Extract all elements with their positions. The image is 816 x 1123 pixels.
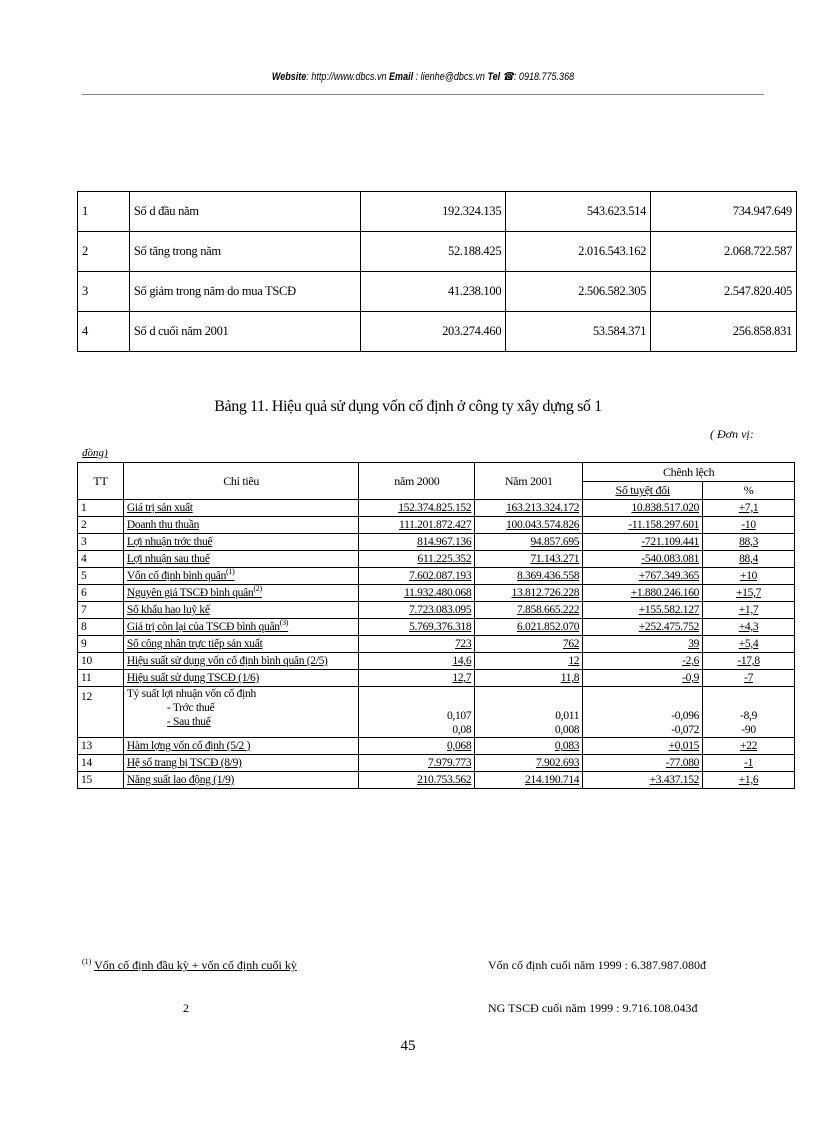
value-percent-diff: -7 — [703, 670, 795, 687]
email-value[interactable]: : lienhe@dbcs.vn — [415, 71, 485, 83]
row-indicator — [123, 500, 359, 517]
value-2001: 214.190.714 — [475, 772, 583, 789]
footnote-mark: (1) — [82, 957, 92, 966]
col-header-indicator: Chỉ tiêu — [123, 463, 359, 500]
value-percent-diff: +15,7 — [703, 585, 795, 602]
row-indicator — [123, 517, 359, 534]
col-header-2001: Năm 2001 — [475, 463, 583, 500]
row-indicator — [123, 551, 359, 568]
row-indicator — [123, 687, 359, 738]
value-2000: 210.753.562 — [359, 772, 475, 789]
page-number: 45 — [400, 1038, 416, 1054]
table-row — [78, 568, 795, 585]
value-2001: 7.858.665.222 — [475, 602, 583, 619]
value-absolute-diff: -540.083.081 — [583, 551, 703, 568]
footnote-right-2: NG TSCĐ cuối năm 1999 : 9.716.108.043đ — [488, 1001, 698, 1015]
row-number: 2 — [78, 232, 130, 272]
row-label: Số tăng trong năm — [129, 232, 361, 272]
value-2001: 6.021.852.070 — [475, 619, 583, 636]
cell-value: 203.274.460 — [361, 312, 506, 352]
value-absolute-diff — [583, 687, 703, 738]
col-header-difference: Chênh lệch — [583, 463, 795, 482]
value-absolute-diff: +767.349.365 — [583, 568, 703, 585]
value-2001: 163.213.324.172 — [475, 500, 583, 517]
cell-value: 256.858.831 — [651, 312, 797, 352]
value-2000: 152.374.825.152 — [359, 500, 475, 517]
value-percent-diff — [703, 687, 795, 738]
value-2001: 94.857.695 — [475, 534, 583, 551]
tel-value: : 0918.775.368 — [513, 71, 575, 83]
table-title: Bảng 11. Hiệu quả sử dụng vốn cố định ở công ty xây dựng số 1 — [214, 398, 602, 415]
value-2001 — [475, 687, 583, 738]
value-2001: 71.143.271 — [475, 551, 583, 568]
value-2000: 7.979.773 — [359, 755, 475, 772]
value-2000: 14,6 — [359, 653, 475, 670]
row-number: 5 — [78, 568, 124, 585]
value-2000-before-tax: 0,107 — [446, 710, 472, 722]
row-indicator — [123, 619, 359, 636]
cell-value: 2.016.543.162 — [506, 232, 651, 272]
cell-value: 192.324.135 — [361, 192, 506, 232]
website-value[interactable]: : http://www.dbcs.vn — [306, 71, 387, 83]
cell-value: 53.584.371 — [506, 312, 651, 352]
row-indicator — [123, 568, 359, 585]
value-percent-diff-after-tax: -90 — [741, 724, 756, 736]
table-row — [78, 585, 795, 602]
row-indicator — [123, 653, 359, 670]
table-row — [78, 653, 795, 670]
value-percent-diff: 88,3 — [703, 534, 795, 551]
table-depreciation — [77, 191, 797, 352]
row-label: Số giảm trong năm do mua TSCĐ — [129, 272, 361, 312]
table-row — [78, 312, 797, 352]
row-indicator — [123, 772, 359, 789]
table-row — [78, 687, 795, 738]
value-percent-diff: +22 — [703, 738, 795, 755]
value-2001-before-tax: 0,011 — [555, 710, 580, 722]
value-2000: 5.769.376.318 — [359, 619, 475, 636]
value-percent-diff: -17,8 — [703, 653, 795, 670]
col-header-2000: năm 2000 — [359, 463, 475, 500]
value-absolute-diff: +252.475.752 — [583, 619, 703, 636]
row-number: 2 — [78, 517, 124, 534]
row-number: 13 — [78, 738, 124, 755]
email-label: Email — [389, 71, 414, 83]
value-2001-after-tax: 0,008 — [554, 724, 580, 736]
row-number: 9 — [78, 636, 124, 653]
value-2000: 0,068 — [359, 738, 475, 755]
value-percent-diff: +4,3 — [703, 619, 795, 636]
tel-label: Tel — [487, 71, 501, 83]
indicator-label: Hiệu suất sử dụng vốn cố định bình quân (2/5) — [126, 655, 328, 667]
value-2001: 8.369.436.558 — [475, 568, 583, 585]
value-percent-diff: -1 — [703, 755, 795, 772]
indicator-label: Vốn cố định bình quân — [126, 570, 227, 582]
indicator-label: Năng suất lao động (1/9) — [126, 774, 235, 786]
table-row — [78, 517, 795, 534]
footnote-right-1: Vốn cố định cuối năm 1999 : 6.387.987.080đ — [488, 958, 706, 972]
value-percent-diff: 88,4 — [703, 551, 795, 568]
value-absolute-diff: -721.109.441 — [583, 534, 703, 551]
indicator-label: Giá trị sản xuất — [126, 502, 193, 514]
value-absolute-diff: -2,6 — [583, 653, 703, 670]
table-row — [78, 755, 795, 772]
value-2001: 11,8 — [475, 670, 583, 687]
row-number: 12 — [78, 687, 124, 738]
value-percent-diff: +7,1 — [703, 500, 795, 517]
value-2001: 762 — [475, 636, 583, 653]
cell-value: 734.947.649 — [651, 192, 797, 232]
cell-value: 2.547.820.405 — [651, 272, 797, 312]
indicator-sub-before-tax: - Trớc thuế — [166, 702, 215, 714]
value-2000 — [359, 687, 475, 738]
value-absolute-diff: 10.838.517.020 — [583, 500, 703, 517]
cell-value: 2.068.722.587 — [651, 232, 797, 272]
value-2000: 814.967.136 — [359, 534, 475, 551]
value-absolute-diff: +1.880.246.160 — [583, 585, 703, 602]
row-number: 8 — [78, 619, 124, 636]
indicator-label: Lợi nhuận sau thuế — [126, 553, 210, 565]
footnote-formula — [82, 958, 297, 973]
row-indicator — [123, 534, 359, 551]
value-2000: 11.932.480.068 — [359, 585, 475, 602]
unit-label-continued: đồng) — [82, 447, 108, 459]
row-number: 14 — [78, 755, 124, 772]
row-number: 11 — [78, 670, 124, 687]
indicator-label: Hiệu suất sử dụng TSCĐ (1/6) — [126, 672, 260, 684]
row-number: 15 — [78, 772, 124, 789]
value-2000: 7.723.083.095 — [359, 602, 475, 619]
header-row — [78, 463, 795, 482]
value-absolute-diff-after-tax: -0,072 — [671, 724, 700, 736]
page-header — [143, 70, 702, 83]
row-number: 4 — [78, 551, 124, 568]
cell-value: 41.238.100 — [361, 272, 506, 312]
row-indicator — [123, 670, 359, 687]
value-2001: 13.812.726.228 — [475, 585, 583, 602]
table-row — [78, 772, 795, 789]
footnote-numerator: Vốn cố định đầu kỳ + vốn cố định cuối kỳ — [94, 958, 297, 972]
indicator-label: Số khấu hao luỹ kế — [126, 604, 210, 616]
table-row — [78, 602, 795, 619]
value-percent-diff: +1,6 — [703, 772, 795, 789]
value-percent-diff: +10 — [703, 568, 795, 585]
value-2000-after-tax: 0,08 — [452, 724, 472, 736]
indicator-label: Hàm lợng vốn cố định (5/2 ) — [126, 740, 251, 752]
value-absolute-diff-before-tax: -0,096 — [671, 710, 700, 722]
indicator-label: Doanh thu thuần — [126, 519, 200, 531]
row-number: 4 — [78, 312, 130, 352]
footnote-ref: (1) — [226, 567, 235, 577]
row-number: 1 — [78, 192, 130, 232]
value-absolute-diff: 39 — [583, 636, 703, 653]
value-absolute-diff: +155.582.127 — [583, 602, 703, 619]
table-fixed-capital-efficiency — [77, 462, 795, 789]
footnote-ref: (3) — [279, 618, 289, 628]
value-2001: 7.902.693 — [475, 755, 583, 772]
row-indicator — [123, 738, 359, 755]
col-header-absolute: Số tuyệt đối — [583, 481, 703, 500]
row-number: 3 — [78, 272, 130, 312]
row-number: 10 — [78, 653, 124, 670]
table-row — [78, 738, 795, 755]
table-row — [78, 636, 795, 653]
table-row — [78, 619, 795, 636]
table-row — [78, 670, 795, 687]
value-2000: 7.602.087.193 — [359, 568, 475, 585]
indicator-label: Tỷ suất lợi nhuận vốn cố định — [126, 688, 256, 700]
col-header-percent: % — [703, 481, 795, 500]
row-number: 7 — [78, 602, 124, 619]
value-2001: 0,083 — [475, 738, 583, 755]
indicator-sub-after-tax: - Sau thuế — [166, 716, 211, 728]
value-2000: 723 — [359, 636, 475, 653]
row-indicator — [123, 585, 359, 602]
value-2000: 12,7 — [359, 670, 475, 687]
value-percent-diff-before-tax: -8,9 — [740, 710, 758, 722]
indicator-label: Số công nhân trực tiếp sản xuất — [126, 638, 263, 650]
value-2001: 100.043.574.826 — [475, 517, 583, 534]
row-label: Số d cuối năm 2001 — [129, 312, 361, 352]
cell-value: 543.623.514 — [506, 192, 651, 232]
unit-label: ( Đơn vị: — [710, 427, 754, 441]
cell-value: 52.188.425 — [361, 232, 506, 272]
col-header-tt: TT — [78, 463, 124, 500]
row-number: 6 — [78, 585, 124, 602]
value-absolute-diff: -0,9 — [583, 670, 703, 687]
value-percent-diff: -10 — [703, 517, 795, 534]
website-label: Website — [271, 71, 307, 83]
row-indicator — [123, 636, 359, 653]
table-row — [78, 551, 795, 568]
table-row — [78, 192, 797, 232]
row-indicator — [123, 755, 359, 772]
footnote-denominator: 2 — [183, 1001, 189, 1015]
value-2000: 611.225.352 — [359, 551, 475, 568]
row-label: Số d đầu năm — [129, 192, 361, 232]
table-row — [78, 534, 795, 551]
value-absolute-diff: +0,015 — [583, 738, 703, 755]
indicator-label: Nguyên giá TSCĐ bình quân — [126, 587, 254, 599]
footnote-ref: (2) — [253, 584, 262, 594]
table-row — [78, 500, 795, 517]
table-row — [78, 232, 797, 272]
value-absolute-diff: +3.437.152 — [583, 772, 703, 789]
row-indicator — [123, 602, 359, 619]
value-absolute-diff: -11.158.297.601 — [583, 517, 703, 534]
indicator-label: Lợi nhuận trớc thuế — [126, 536, 213, 548]
value-absolute-diff: -77.080 — [583, 755, 703, 772]
value-percent-diff: +1,7 — [703, 602, 795, 619]
indicator-label: Giá trị còn lại của TSCĐ bình quân — [126, 621, 280, 633]
value-percent-diff: +5,4 — [703, 636, 795, 653]
indicator-label: Hệ số trang bị TSCĐ (8/9) — [126, 757, 242, 769]
table-row — [78, 272, 797, 312]
header-divider — [82, 94, 764, 95]
cell-value: 2.506.582.305 — [506, 272, 651, 312]
row-number: 1 — [78, 500, 124, 517]
value-2001: 12 — [475, 653, 583, 670]
phone-icon: ☎ — [502, 71, 514, 83]
row-number: 3 — [78, 534, 124, 551]
value-2000: 111.201.872.427 — [359, 517, 475, 534]
